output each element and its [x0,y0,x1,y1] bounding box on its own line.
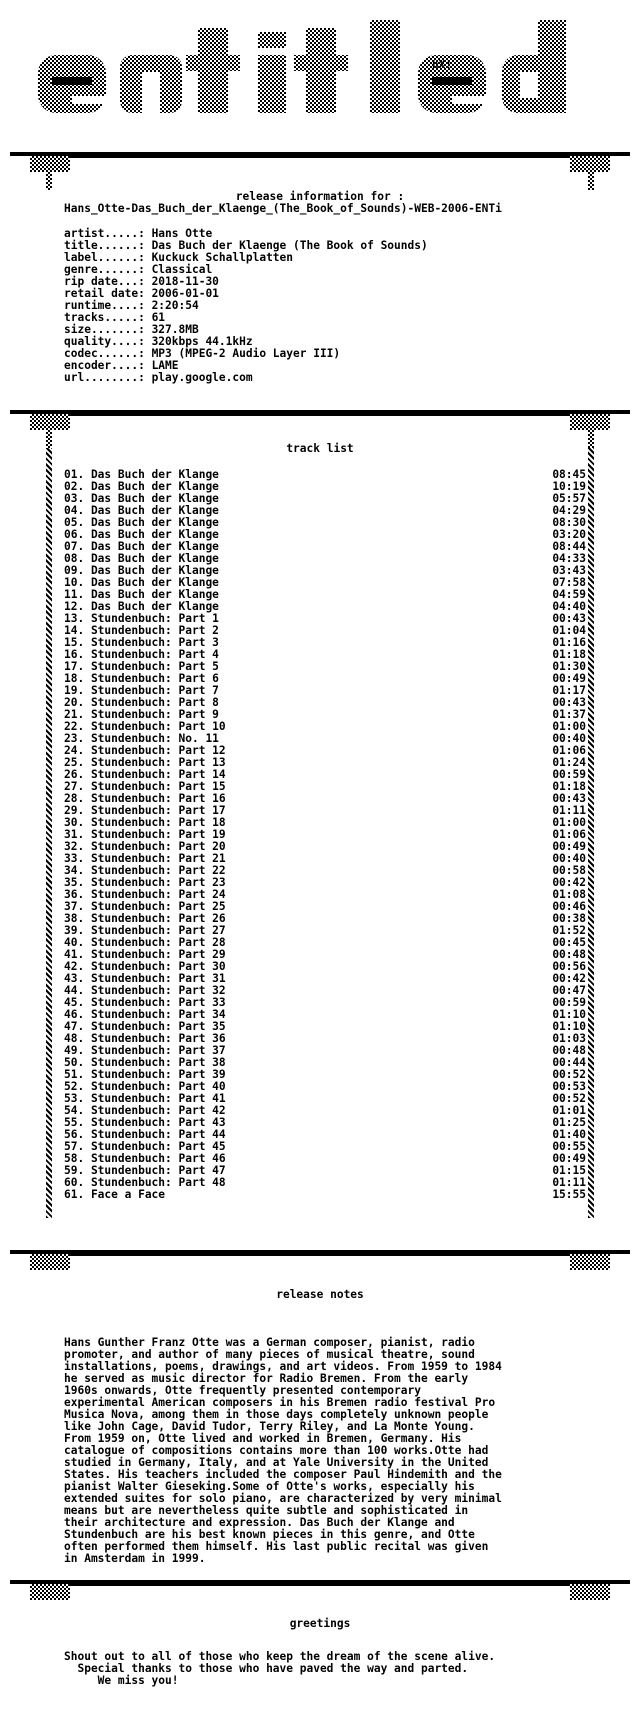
track-name: 53. Stundenbuch: Part 41 [64,1092,226,1105]
divider-release-notes [0,1238,640,1288]
greetings-line: We miss you! [64,1674,179,1687]
info-key: artist.....: [64,227,152,240]
info-key: quality....: [64,335,152,348]
release-notes-line: Hans Gunther Franz Otte was a German composer, pianist, radio [64,1336,475,1349]
track-duration: 00:43 [552,792,586,805]
track-name: 09. Das Buch der Klange [64,564,219,577]
track-duration: 01:11 [552,804,586,817]
track-name: 35. Stundenbuch: Part 23 [64,876,226,889]
track-duration: 01:40 [552,1128,586,1141]
info-value: Classical [151,263,213,276]
track-duration: 04:29 [552,504,586,517]
track-name: 52. Stundenbuch: Part 40 [64,1080,226,1093]
track-duration: 01:17 [552,684,586,697]
track-duration: 01:15 [552,1164,586,1177]
track-name: 41. Stundenbuch: Part 29 [64,948,226,961]
track-name: 20. Stundenbuch: Part 8 [64,696,219,709]
track-name: 22. Stundenbuch: Part 10 [64,720,226,733]
info-value: 2:20:54 [151,299,199,312]
track-duration: 00:38 [552,912,586,925]
track-name: 61. Face a Face [64,1188,166,1201]
track-name: 10. Das Buch der Klange [64,576,219,589]
divider-top [0,140,640,190]
track-name: 32. Stundenbuch: Part 20 [64,840,226,853]
track-name: 42. Stundenbuch: Part 30 [64,960,226,973]
track-name: 60. Stundenbuch: Part 48 [64,1176,226,1189]
track-name: 01. Das Buch der Klange [64,468,219,481]
info-value: 2018-11-30 [151,275,219,288]
track-duration: 01:08 [552,888,586,901]
track-duration: 00:42 [552,972,586,985]
track-name: 07. Das Buch der Klange [64,540,219,553]
release-notes-line: installations, poems, drawings, and art videos. From 1959 to 1984 [64,1360,502,1373]
track-duration: 08:45 [552,468,586,481]
track-duration: 00:40 [552,732,586,745]
release-notes-line: Stundenbuch are his best known pieces in this genre, and Otte [64,1528,475,1541]
track-name: 56. Stundenbuch: Part 44 [64,1128,226,1141]
track-name: 44. Stundenbuch: Part 32 [64,984,226,997]
divider-tracklist [0,398,640,448]
info-value: 61 [151,311,166,324]
track-duration: 00:42 [552,876,586,889]
track-name: 08. Das Buch der Klange [64,552,219,565]
info-key: encoder....: [64,359,152,372]
release-notes-line: experimental American composers in his Bremen radio festival Pro [64,1396,496,1409]
track-duration: 00:49 [552,672,586,685]
info-key: rip date...: [64,275,152,288]
track-name: 06. Das Buch der Klange [64,528,219,541]
track-duration: 00:40 [552,852,586,865]
info-value: 327.8MB [151,323,199,336]
release-notes-line: extended suites for solo piano, are characterized by very minimal [64,1492,502,1505]
track-duration: 00:58 [552,864,586,877]
track-name: 04. Das Buch der Klange [64,504,219,517]
info-value: 2006-01-01 [151,287,219,300]
track-duration: 00:43 [552,696,586,709]
track-duration: 00:47 [552,984,586,997]
track-name: 48. Stundenbuch: Part 36 [64,1032,226,1045]
release-notes-line: their architecture and expression. Das Buch der Klange and [64,1516,455,1529]
track-duration: 00:49 [552,1152,586,1165]
track-duration: 00:52 [552,1068,586,1081]
release-name: Hans_Otte-Das_Buch_der_Klaenge_(The_Book_of_Sounds)-WEB-2006-ENTi [64,202,502,215]
release-notes-line: catalogue of compositions contains more than 100 works.Otte had [64,1444,489,1457]
track-duration: 00:53 [552,1080,586,1093]
track-duration: 01:10 [552,1020,586,1033]
track-duration: 03:20 [552,528,586,541]
track-name: 27. Stundenbuch: Part 15 [64,780,226,793]
track-duration: 15:55 [552,1188,586,1201]
track-name: 16. Stundenbuch: Part 4 [64,648,219,661]
release-notes-line: like John Cage, David Tudor, Terry Riley, and La Monte Young. [64,1420,475,1433]
track-duration: 01:37 [552,708,586,721]
info-key: label......: [64,251,152,264]
track-name: 38. Stundenbuch: Part 26 [64,912,226,925]
info-key: retail date: [64,287,152,300]
track-duration: 01:03 [552,1032,586,1045]
track-name: 13. Stundenbuch: Part 1 [64,612,219,625]
track-list [64,469,586,1201]
track-duration: 04:40 [552,600,586,613]
track-name: 51. Stundenbuch: Part 39 [64,1068,226,1081]
track-name: 47. Stundenbuch: Part 35 [64,1020,226,1033]
release-notes-line: pianist Walter Gieseking.Some of Otte's works, especially his [64,1480,475,1493]
release-notes-text [64,1337,604,1565]
track-duration: 08:30 [552,516,586,529]
release-notes-line: 1960s onwards, Otte frequently presented contemporary [64,1384,421,1397]
track-duration: 00:49 [552,840,586,853]
track-duration: 04:33 [552,552,586,565]
divider-greetings [0,1568,640,1618]
info-value: Das Buch der Klaenge (The Book of Sounds) [151,239,428,252]
tracklist-left-border [46,448,52,1218]
info-key: size.......: [64,323,152,336]
track-duration: 00:44 [552,1056,586,1069]
track-duration: 01:10 [552,1008,586,1021]
release-notes-line: studied in Germany, Italy, and at Yale University in the United [64,1456,489,1469]
tracklist-right-border [588,448,594,1218]
track-name: 11. Das Buch der Klange [64,588,219,601]
track-name: 36. Stundenbuch: Part 24 [64,888,226,901]
track-name: 54. Stundenbuch: Part 42 [64,1104,226,1117]
release-notes-line: he served as music director for Radio Bremen. From the early [64,1372,469,1385]
track-duration: 00:56 [552,960,586,973]
track-name: 50. Stundenbuch: Part 38 [64,1056,226,1069]
track-name: 02. Das Buch der Klange [64,480,219,493]
track-duration: 01:01 [552,1104,586,1117]
track-duration: 01:52 [552,924,586,937]
track-name: 55. Stundenbuch: Part 43 [64,1116,226,1129]
track-duration: 05:57 [552,492,586,505]
track-name: 23. Stundenbuch: No. 11 [64,732,219,745]
track-name: 33. Stundenbuch: Part 21 [64,852,226,865]
info-value: MP3 (MPEG-2 Audio Layer III) [151,347,341,360]
track-name: 46. Stundenbuch: Part 34 [64,1008,226,1021]
track-duration: 01:00 [552,816,586,829]
track-duration: 01:16 [552,636,586,649]
track-name: 57. Stundenbuch: Part 45 [64,1140,226,1153]
track-duration: 10:19 [552,480,586,493]
greetings-text [64,1651,495,1687]
track-duration: 00:48 [552,1044,586,1057]
info-row [64,372,428,384]
track-name: 30. Stundenbuch: Part 18 [64,816,226,829]
release-notes-line: promoter, and author of many pieces of musical theatre, sound [64,1348,475,1361]
logo-tag: hX! [432,58,452,71]
track-duration: 00:55 [552,1140,586,1153]
greetings-line: Special thanks to those who have paved the way and parted. [64,1662,469,1675]
info-value: play.google.com [151,371,253,384]
release-notes-line: From 1959 on, Otte lived and worked in Bremen, Germany. His [64,1432,462,1445]
track-duration: 07:58 [552,576,586,589]
release-notes-line: Musica Nova, among them in those days completely unknown people [64,1408,489,1421]
info-value: Hans Otte [151,227,213,240]
track-name: 40. Stundenbuch: Part 28 [64,936,226,949]
track-name: 03. Das Buch der Klange [64,492,219,505]
track-duration: 01:18 [552,780,586,793]
track-duration: 01:04 [552,624,586,637]
info-key: title......: [64,239,152,252]
track-name: 17. Stundenbuch: Part 5 [64,660,219,673]
greetings-line: Shout out to all of those who keep the dream of the scene alive. [64,1650,496,1663]
track-name: 49. Stundenbuch: Part 37 [64,1044,226,1057]
track-name: 25. Stundenbuch: Part 13 [64,756,226,769]
release-notes-line: means but are nevertheless quite subtle and sophisticated in [64,1504,469,1517]
release-notes-line: in Amsterdam in 1999. [64,1552,206,1565]
release-notes-line: States. His teachers included the composer Paul Hindemith and the [64,1468,502,1481]
track-duration: 00:46 [552,900,586,913]
track-duration: 01:06 [552,828,586,841]
info-key: runtime....: [64,299,152,312]
info-value: 320kbps 44.1kHz [151,335,253,348]
track-name: 37. Stundenbuch: Part 25 [64,900,226,913]
track-duration: 00:52 [552,1092,586,1105]
track-name: 31. Stundenbuch: Part 19 [64,828,226,841]
info-key: url........: [64,371,152,384]
release-notes-line: often performed them himself. His last public recital was given [64,1540,489,1553]
track-name: 21. Stundenbuch: Part 9 [64,708,219,721]
track-duration: 00:45 [552,936,586,949]
track-duration: 01:11 [552,1176,586,1189]
track-duration: 00:59 [552,768,586,781]
track-name: 28. Stundenbuch: Part 16 [64,792,226,805]
track-name: 34. Stundenbuch: Part 22 [64,864,226,877]
track-name: 43. Stundenbuch: Part 31 [64,972,226,985]
track-name: 45. Stundenbuch: Part 33 [64,996,226,1009]
track-duration: 03:43 [552,564,586,577]
track-duration: 04:59 [552,588,586,601]
entitled-logo [0,0,640,140]
info-key: tracks.....: [64,311,152,324]
section-title-track-list: track list [286,442,354,455]
track-name: 15. Stundenbuch: Part 3 [64,636,219,649]
track-duration: 08:44 [552,540,586,553]
track-name: 12. Das Buch der Klange [64,600,219,613]
track-name: 59. Stundenbuch: Part 47 [64,1164,226,1177]
track-name: 26. Stundenbuch: Part 14 [64,768,226,781]
section-title-release-info: release information for : [235,190,405,203]
release-info-list [64,228,428,384]
track-duration: 01:25 [552,1116,586,1129]
track-duration: 00:59 [552,996,586,1009]
track-name: 24. Stundenbuch: Part 12 [64,744,226,757]
section-title-release-notes: release notes [276,1288,364,1301]
track-name: 29. Stundenbuch: Part 17 [64,804,226,817]
info-key: genre......: [64,263,152,276]
track-name: 19. Stundenbuch: Part 7 [64,684,219,697]
track-duration: 01:06 [552,744,586,757]
track-duration: 00:48 [552,948,586,961]
track-name: 18. Stundenbuch: Part 6 [64,672,219,685]
track-duration: 01:30 [552,660,586,673]
info-value: LAME [151,359,179,372]
track-name: 39. Stundenbuch: Part 27 [64,924,226,937]
info-key: codec......: [64,347,152,360]
info-value: Kuckuck Schallplatten [151,251,294,264]
track-name: 05. Das Buch der Klange [64,516,219,529]
track-name: 14. Stundenbuch: Part 2 [64,624,219,637]
track-duration: 01:00 [552,720,586,733]
track-row [64,1189,586,1201]
track-duration: 00:43 [552,612,586,625]
track-duration: 01:24 [552,756,586,769]
section-title-greetings: greetings [289,1617,351,1630]
track-duration: 01:18 [552,648,586,661]
track-name: 58. Stundenbuch: Part 46 [64,1152,226,1165]
